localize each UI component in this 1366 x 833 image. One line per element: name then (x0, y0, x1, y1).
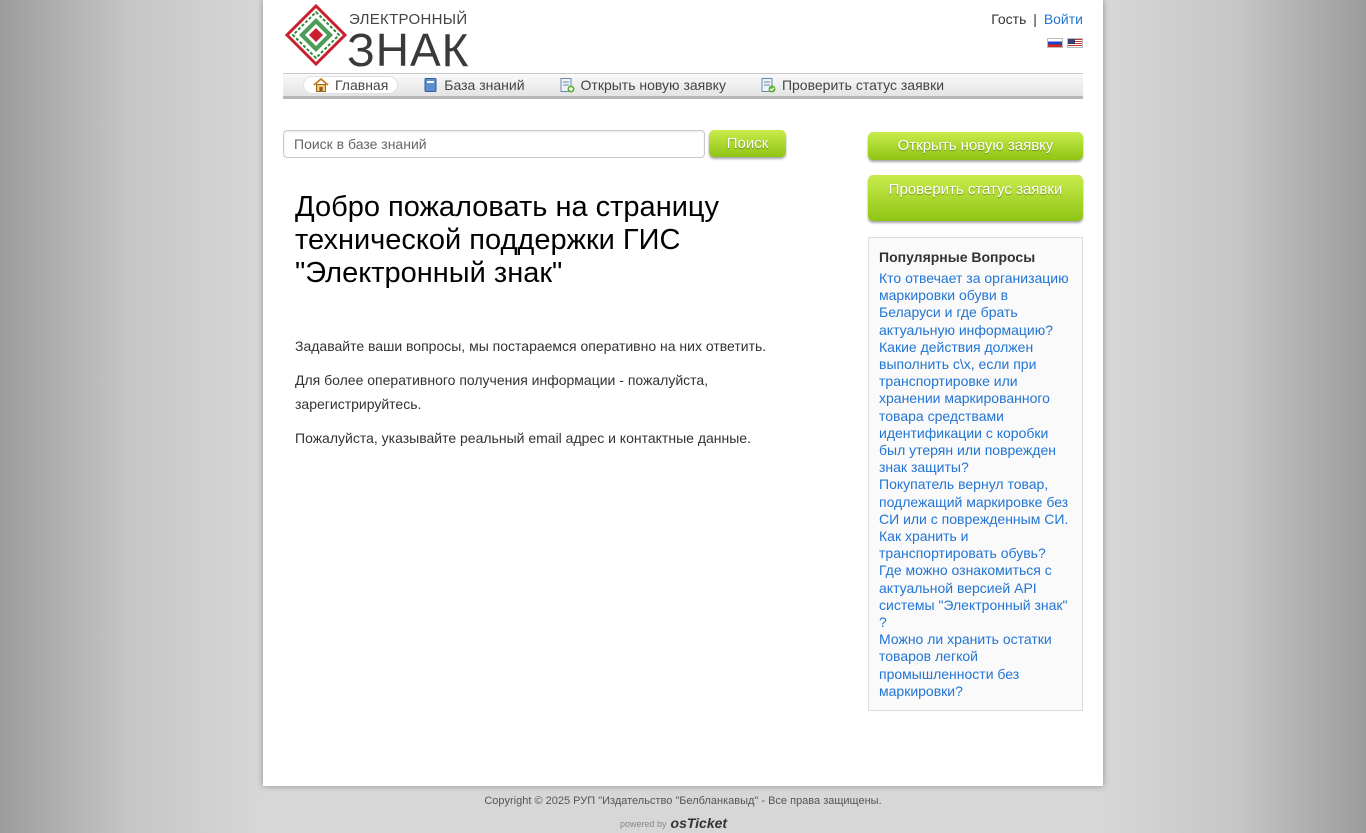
ticket-status-icon (760, 77, 776, 93)
new-ticket-icon (559, 77, 575, 93)
search-input[interactable] (283, 130, 705, 158)
nav-item-open-ticket[interactable] (549, 76, 736, 94)
open-ticket-button[interactable]: Открыть новую заявку (868, 132, 1083, 160)
faq-link[interactable]: Кто отвечает за организацию маркировки обуви в Беларуси и где брать актуальную информацию? (879, 270, 1069, 338)
intro-paragraph: Задавайте ваши вопросы, мы постараемся оперативно на них ответить. (295, 338, 767, 354)
svg-text:ЭЛЕКТРОННЫЙ: ЭЛЕКТРОННЫЙ (349, 11, 468, 28)
faq-link[interactable]: Покупатель вернул товар, подлежащий маркировке без СИ или с поврежденным СИ. (879, 476, 1069, 527)
popular-questions-title: Популярные Вопросы (879, 249, 1036, 265)
faq-link[interactable]: Какие действия должен выполнить с\х, если при транспортировке или хранении маркированного товара средствами идентификации с коробки был утерян или поврежден знак защиты? (879, 338, 1056, 476)
user-separator: | (1033, 11, 1037, 27)
osticket-brand: osTicket (670, 815, 728, 831)
nav-item-home[interactable] (303, 76, 398, 94)
contact-paragraph: Пожалуйста, указывайте реальный email адрес и контактные данные. (295, 430, 751, 446)
copyright-text: Copyright © 2025 РУП "Издательство "Белбланкавыд" - Все права защищены. (484, 795, 882, 807)
nav-item-label: Главная (335, 77, 389, 93)
search-button[interactable]: Поиск (709, 130, 786, 157)
flag-ru-icon[interactable] (1047, 38, 1063, 48)
nav-item-knowledgebase[interactable] (412, 76, 534, 94)
nav-item-label: Открыть новую заявку (580, 77, 726, 93)
popular-questions-panel (868, 237, 1083, 711)
powered-by-label: powered by (620, 819, 667, 829)
faq-link[interactable]: Как хранить и транспортировать обувь? (879, 528, 1046, 562)
login-link[interactable]: Войти (1043, 11, 1083, 27)
flag-us-icon[interactable] (1067, 38, 1083, 48)
nav-item-label: База знаний (444, 77, 525, 93)
faq-link[interactable]: Можно ли хранить остатки товаров легкой промышленности без маркировки? (879, 631, 1052, 699)
home-icon (313, 77, 329, 93)
register-paragraph: Для более оперативного получения информации - пожалуйста, зарегистрируйтесь. (295, 372, 709, 412)
user-bar (991, 11, 1083, 27)
page-container (263, 0, 1103, 786)
powered-by-osticket-logo[interactable] (620, 811, 730, 831)
nav-item-label: Проверить статус заявки (781, 77, 945, 93)
nav-item-check-status[interactable] (750, 76, 954, 94)
guest-label: Гость (991, 11, 1027, 27)
main-nav (283, 73, 1083, 99)
svg-text:ЗНАК: ЗНАК (347, 24, 470, 68)
book-icon (422, 77, 438, 93)
check-status-button[interactable]: Проверить статус заявки (868, 175, 1083, 221)
faq-link[interactable]: Где можно ознакомиться с актуальной версией API системы "Электронный знак" ? (879, 562, 1068, 631)
language-switcher (1047, 38, 1083, 48)
page-title: Добро пожаловать на страницу технической поддержки ГИС "Электронный знак" (295, 191, 720, 289)
site-logo[interactable] (285, 4, 475, 68)
logo-emblem-icon (287, 6, 345, 64)
